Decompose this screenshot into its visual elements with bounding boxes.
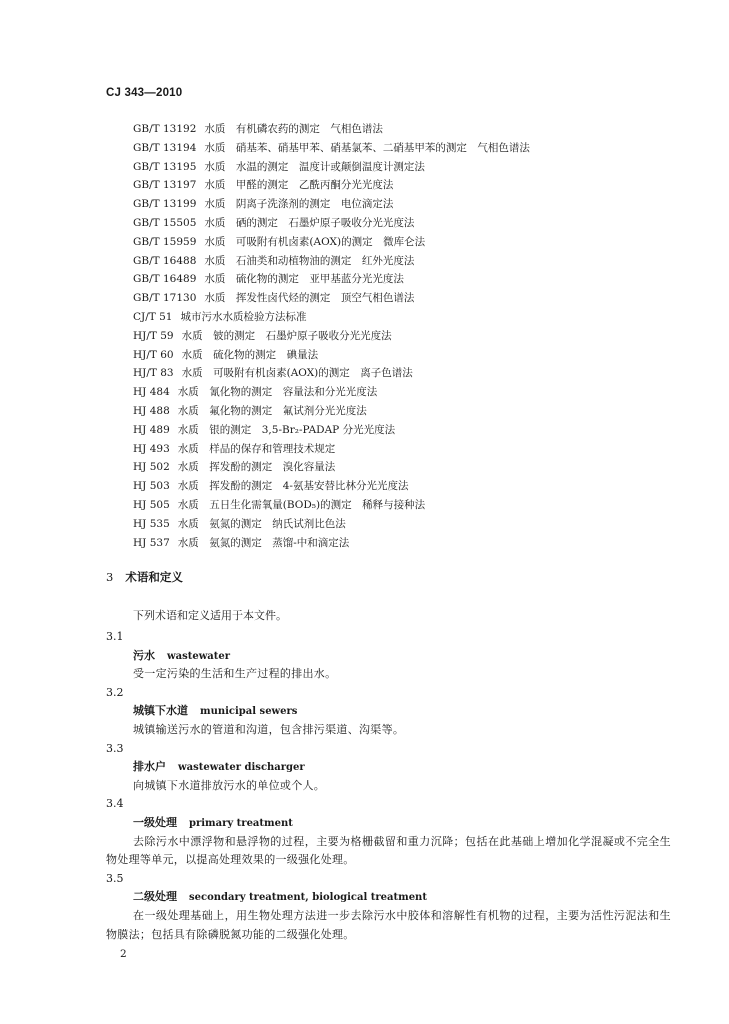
section-heading	[106, 569, 183, 585]
section-intro: 下列术语和定义适用于本文件。	[133, 609, 287, 622]
term-name-zh: 二级处理	[133, 890, 177, 904]
reference-code: HJ/T 60	[133, 348, 174, 361]
reference-item	[133, 289, 530, 308]
term-entry	[106, 870, 671, 944]
reference-item	[133, 496, 530, 515]
reference-item	[133, 421, 530, 440]
normative-references-list	[133, 120, 530, 552]
reference-item	[133, 158, 530, 177]
term-name	[106, 647, 671, 666]
reference-code: GB/T 17130	[133, 292, 197, 305]
reference-code: HJ/T 83	[133, 367, 174, 380]
term-entry	[106, 684, 671, 740]
reference-code: HJ 502	[133, 461, 170, 474]
term-name-en: wastewater	[167, 650, 231, 662]
reference-title: 水质 氨氮的测定 纳氏试剂比色法	[177, 517, 346, 530]
reference-code: HJ/T 59	[133, 329, 174, 342]
term-name-en: primary treatment	[189, 817, 293, 829]
reference-title: 水质 铍的测定 石墨炉原子吸收分光光度法	[181, 329, 392, 342]
reference-title: 水质 五日生化需氧量(BOD₅)的测定 稀释与接种法	[177, 498, 426, 511]
reference-code: GB/T 16489	[133, 273, 197, 286]
term-name-en: wastewater discharger	[178, 762, 305, 774]
term-number: 3.2	[106, 685, 124, 699]
reference-item	[133, 440, 530, 459]
reference-title: 水质 阴离子洗涤剂的测定 电位滴定法	[204, 198, 394, 211]
reference-code: GB/T 13194	[133, 141, 197, 154]
term-name-zh: 城镇下水道	[133, 704, 188, 718]
term-number: 3.1	[106, 630, 124, 643]
reference-item	[133, 383, 530, 402]
term-name	[106, 888, 671, 907]
term-definition: 城镇输送污水的管道和沟道，包含排污渠道、沟渠等。	[133, 722, 405, 736]
reference-title: 水质 可吸附有机卤素(AOX)的测定 离子色谱法	[181, 367, 413, 380]
reference-code: GB/T 15959	[133, 235, 197, 248]
term-name	[106, 758, 671, 777]
reference-item	[133, 458, 530, 477]
reference-title: 水质 挥发酚的测定 4-氨基安替比林分光光度法	[177, 480, 409, 493]
term-entry	[106, 740, 671, 796]
term-definition: 在一级处理基础上，用生物处理方法进一步去除污水中胶体和溶解性有机物的过程，主要为活性污泥法和生物膜法；包括具有除磷脱氮功能的二级强化处理。	[106, 908, 671, 941]
term-name-zh: 污水	[133, 648, 155, 662]
reference-title: 水质 硒的测定 石墨炉原子吸收分光光度法	[204, 216, 415, 229]
reference-code: HJ 484	[133, 386, 170, 399]
reference-item	[133, 195, 530, 214]
page-number: 2	[120, 948, 127, 960]
reference-item	[133, 233, 530, 252]
reference-title: 水质 银的测定 3,5-Br₂-PADAP 分光光度法	[177, 423, 396, 436]
reference-code: GB/T 13195	[133, 160, 197, 173]
reference-title: 水质 甲醛的测定 乙酰丙酮分光光度法	[204, 179, 394, 192]
reference-title: 水质 硝基苯、硝基甲苯、硝基氯苯、二硝基甲苯的测定 气相色谱法	[204, 141, 530, 154]
section-title: 术语和定义	[125, 570, 183, 584]
reference-title: 水质 有机磷农药的测定 气相色谱法	[204, 123, 383, 135]
term-number: 3.5	[106, 871, 124, 885]
document-code-header: CJ 343—2010	[106, 87, 183, 99]
reference-item	[133, 515, 530, 534]
reference-code: HJ 535	[133, 517, 170, 530]
reference-item	[133, 252, 530, 271]
reference-code: HJ 503	[133, 480, 170, 493]
reference-code: HJ 505	[133, 498, 170, 511]
reference-code: HJ 488	[133, 404, 170, 417]
reference-item	[133, 364, 530, 383]
reference-code: HJ 537	[133, 536, 170, 549]
reference-code: HJ 489	[133, 423, 170, 436]
reference-code: GB/T 13199	[133, 198, 197, 211]
reference-title: 水质 可吸附有机卤素(AOX)的测定 微库仑法	[204, 235, 426, 248]
reference-title: 水质 硫化物的测定 亚甲基蓝分光光度法	[204, 273, 404, 286]
terms-list	[106, 628, 671, 944]
term-name	[106, 814, 671, 833]
reference-code: GB/T 16488	[133, 254, 197, 267]
reference-code: GB/T 15505	[133, 216, 197, 229]
reference-title: 水质 氰化物的测定 容量法和分光光度法	[177, 386, 378, 399]
term-entry	[106, 628, 671, 684]
term-definition: 向城镇下水道排放污水的单位或个人。	[133, 778, 326, 792]
term-name	[106, 702, 671, 721]
reference-title: 水质 氨氮的测定 蒸馏-中和滴定法	[177, 536, 350, 549]
term-number: 3.4	[106, 797, 124, 811]
reference-code: GB/T 13192	[133, 123, 197, 135]
reference-item	[133, 402, 530, 421]
term-name-en: municipal sewers	[200, 706, 298, 718]
term-name-en: secondary treatment, biological treatment	[189, 892, 427, 904]
reference-item	[133, 120, 530, 139]
reference-code: CJ/T 51	[133, 310, 173, 323]
reference-item	[133, 214, 530, 233]
term-definition: 去除污水中漂浮物和悬浮物的过程，主要为格栅截留和重力沉降；包括在此基础上增加化学混凝或不完全生物处理等单元，以提高处理效果的一级强化处理。	[106, 834, 671, 867]
reference-item	[133, 270, 530, 289]
reference-title: 水质 挥发酚的测定 溴化容量法	[177, 461, 336, 474]
term-name-zh: 一级处理	[133, 815, 177, 829]
reference-code: HJ 493	[133, 442, 170, 455]
reference-item	[133, 477, 530, 496]
reference-title: 水质 氟化物的测定 氟试剂分光光度法	[177, 404, 367, 417]
section-number: 3	[106, 570, 114, 584]
reference-item	[133, 327, 530, 346]
reference-title: 水质 硫化物的测定 碘量法	[181, 348, 319, 361]
term-entry	[106, 795, 671, 869]
term-name-zh: 排水户	[133, 760, 166, 774]
reference-item	[133, 139, 530, 158]
term-number: 3.3	[106, 741, 124, 755]
reference-item	[133, 346, 530, 365]
reference-title: 水质 石油类和动植物油的测定 红外光度法	[204, 254, 415, 267]
term-definition: 受一定污染的生活和生产过程的排出水。	[133, 667, 337, 681]
reference-code: GB/T 13197	[133, 179, 197, 192]
reference-item	[133, 176, 530, 195]
reference-title: 水质 水温的测定 温度计或颠倒温度计测定法	[204, 160, 425, 173]
reference-title: 水质 样品的保存和管理技术规定	[177, 442, 336, 455]
reference-title: 水质 挥发性卤代烃的测定 顶空气相色谱法	[204, 292, 415, 305]
reference-item	[133, 534, 530, 553]
reference-item	[133, 308, 530, 327]
reference-title: 城市污水水质检验方法标准	[180, 310, 307, 323]
